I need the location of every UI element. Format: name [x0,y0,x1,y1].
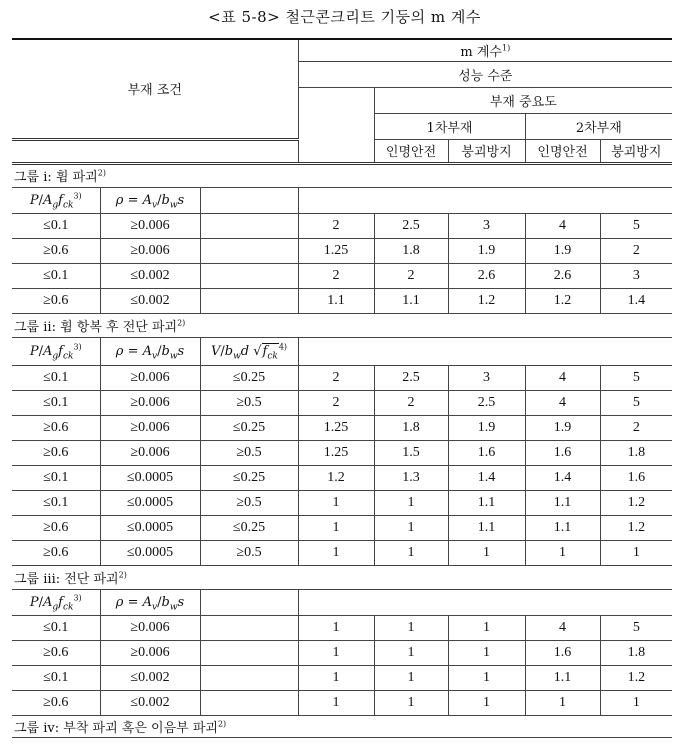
group-3-value: 1.2 [600,665,672,690]
group-1-value: 2.6 [525,263,600,288]
group-3-row [12,665,672,690]
group-2-subheader-row: $P/A_gf_{ck}^{3)}$ $\rho = A_v/b_ws$ $V/b_wd$ $√f_{ck}^{4)}$ [12,337,672,365]
group-3-cond-3 [200,690,298,715]
group-2-cond-3: ≤0.25 [200,415,298,440]
group-3-subheader-row: $P/A_gf_{ck}^{3)}$ $\rho = A_v/b_ws$ [12,589,672,615]
group-2-row [12,490,672,515]
group-1-value: 2 [298,213,374,238]
group-2-value: 1.8 [374,415,448,440]
group-2-value: 1.6 [448,440,525,465]
group-3-value: 1 [374,665,448,690]
group-3-cond-1: ≤0.1 [12,615,100,640]
group-2-value: 1.8 [600,440,672,465]
group-2-cond-3: ≥0.5 [200,440,298,465]
group-2-value: 1 [600,540,672,565]
group-2-cond-3: ≤0.25 [200,515,298,540]
group-2-row [12,465,672,490]
group-2-value: 1 [374,540,448,565]
group-2-row [12,365,672,390]
group-1-value: 2 [374,263,448,288]
group-2-value: 1.1 [448,490,525,515]
group-2-value: 1.6 [600,465,672,490]
group-2-value: 4 [525,390,600,415]
group-2-row [12,440,672,465]
group-2-value: 2 [600,415,672,440]
group-1-row [12,288,672,313]
group-1-cond-2: ≥0.006 [100,213,200,238]
group-1-cond-3 [200,213,298,238]
group-3-value: 1 [600,690,672,715]
group-2-value: 1 [298,490,374,515]
group-3-row [12,640,672,665]
group-1-value: 5 [600,213,672,238]
group-2-value: 1 [448,540,525,565]
group-3-value: 5 [600,615,672,640]
cp1-header: 붕괴방지 [448,139,525,163]
group-2-value: 2 [298,390,374,415]
group-1-value: 2.5 [374,213,448,238]
group-2-row [12,540,672,565]
group-3-value: 4 [525,615,600,640]
group-2-value: 5 [600,390,672,415]
group-3-cond-3 [200,640,298,665]
group-2-cond-1: ≤0.1 [12,465,100,490]
group-2-value: 1.2 [298,465,374,490]
group-2-value: 1.25 [298,440,374,465]
group-1-cond-2: ≤0.002 [100,263,200,288]
secondary-member-header: 2차부재 [525,113,672,139]
group-2-title-row: 그룹 ii: 휨 항복 후 전단 파괴$^{2)}$ [12,313,672,337]
group-3-value: 1 [298,615,374,640]
group-2-value: 1.9 [448,415,525,440]
group-2-cond-2: ≤0.0005 [100,540,200,565]
group-1-value: 1.1 [298,288,374,313]
group-3-value: 1 [525,690,600,715]
group-2-value: 1 [525,540,600,565]
member-condition-header: 부재 조건 [12,39,298,139]
group-3-value: 1 [374,690,448,715]
io-header: 인명안전 [374,139,448,163]
group-1-cond-1: ≤0.1 [12,263,100,288]
group-2-value: 1.1 [525,515,600,540]
group-3-value: 1 [298,665,374,690]
group-1-value: 1.8 [374,238,448,263]
group-3-cond-3 [200,615,298,640]
group-2-cond-3: ≥0.5 [200,540,298,565]
cp2-header: 붕괴방지 [600,139,672,163]
group-2-value: 1 [298,515,374,540]
group-1-value: 2.6 [448,263,525,288]
m-factor-header: m 계수$^{1)}$ [298,39,672,61]
group-2-cond-1: ≥0.6 [12,515,100,540]
group-2-cond-1: ≤0.1 [12,390,100,415]
group-2-value: 1.3 [374,465,448,490]
group-3-title-row: 그룹 iii: 전단 파괴$^{2)}$ [12,565,672,589]
group-3-value: 1 [298,690,374,715]
group-2-value: 1 [374,490,448,515]
group-2-cond-1: ≥0.6 [12,440,100,465]
group-2-cond-2: ≤0.0005 [100,465,200,490]
group-2-cond-2: ≥0.006 [100,390,200,415]
group-2-cond-1: ≤0.1 [12,490,100,515]
group-1-cond-3 [200,238,298,263]
group-1-cond-1: ≤0.1 [12,213,100,238]
group-2-value: 1.9 [525,415,600,440]
group-3-cond-1: ≥0.6 [12,690,100,715]
group-1-value: 4 [525,213,600,238]
table-caption: <표 5-8> 철근콘크리트 기둥의 m 계수 [208,8,481,26]
group-3-cond-1: ≥0.6 [12,640,100,665]
group-2-cond-3: ≥0.5 [200,390,298,415]
group-3-cond-3 [200,665,298,690]
performance-level-header: 성능 수준 [298,61,672,87]
group-3-cond-2: ≥0.006 [100,640,200,665]
group-2-value: 1.2 [600,490,672,515]
member-importance-header: 부재 중요도 [374,87,672,113]
group-1-value: 1.9 [525,238,600,263]
group-2-cond-3: ≤0.25 [200,465,298,490]
group-1-value: 1.2 [525,288,600,313]
group-2-value: 2.5 [374,365,448,390]
group-3-value: 1 [374,640,448,665]
group-2-value: 1.2 [600,515,672,540]
group-3-value: 1.8 [600,640,672,665]
group-3-value: 1.6 [525,640,600,665]
group-3-value: 1 [298,640,374,665]
group-2-cond-1: ≥0.6 [12,415,100,440]
group-3-cond-2: ≥0.006 [100,615,200,640]
group-1-cond-2: ≥0.006 [100,238,200,263]
group-1-value: 1.4 [600,288,672,313]
group-3-value: 1 [374,615,448,640]
group-2-value: 1.4 [525,465,600,490]
group-1-row [12,238,672,263]
ls2-header: 인명안전 [525,139,600,163]
group-2-value: 1.1 [448,515,525,540]
group-3-cond-1: ≤0.1 [12,665,100,690]
group-2-cond-2: ≤0.0005 [100,515,200,540]
group-2-value: 1.25 [298,415,374,440]
group-3-value: 1.1 [525,665,600,690]
group-1-value: 1.2 [448,288,525,313]
group-3-value: 1 [448,690,525,715]
group-2-cond-3: ≥0.5 [200,490,298,515]
group-3-cond-2: ≤0.002 [100,690,200,715]
group-1-title-row: 그룹 i: 휨 파괴$^{2)}$ [12,163,672,187]
group-2-cond-2: ≤0.0005 [100,490,200,515]
group-2-value: 5 [600,365,672,390]
group-1-cond-2: ≤0.002 [100,288,200,313]
group-2-cond-3: ≤0.25 [200,365,298,390]
group-1-row [12,213,672,238]
group-2-row [12,515,672,540]
group-1-row [12,263,672,288]
group-2-value: 2 [298,365,374,390]
group-1-value: 2 [298,263,374,288]
group-2-value: 4 [525,365,600,390]
group-1-subheader-row: $P/A_gf_{ck}^{3)}$ $\rho = A_v/b_ws$ [12,187,672,213]
group-1-cond-3 [200,288,298,313]
m-factor-table [12,38,672,738]
group-1-value: 1.9 [448,238,525,263]
group-2-cond-2: ≥0.006 [100,365,200,390]
group-1-value: 2 [600,238,672,263]
group-1-value: 3 [600,263,672,288]
group-3-row [12,615,672,640]
group-1-cond-1: ≥0.6 [12,288,100,313]
group-1-value: 1.1 [374,288,448,313]
group-2-value: 1.6 [525,440,600,465]
group-2-row [12,415,672,440]
group-2-value: 2 [374,390,448,415]
group-2-value: 1.1 [525,490,600,515]
group-4-title-row: 그룹 iv: 부착 파괴 혹은 이음부 파괴$^{2)}$ [12,715,672,737]
group-1-cond-3 [200,263,298,288]
group-2-value: 3 [448,365,525,390]
group-2-value: 1 [374,515,448,540]
group-2-cond-1: ≤0.1 [12,365,100,390]
group-3-value: 1 [448,640,525,665]
group-1-cond-1: ≥0.6 [12,238,100,263]
group-3-value: 1 [448,665,525,690]
group-2-value: 1.4 [448,465,525,490]
group-2-cond-2: ≥0.006 [100,440,200,465]
group-3-row [12,690,672,715]
group-2-cond-1: ≥0.6 [12,540,100,565]
group-3-cond-2: ≤0.002 [100,665,200,690]
group-2-value: 1.5 [374,440,448,465]
group-3-value: 1 [448,615,525,640]
group-2-value: 2.5 [448,390,525,415]
group-1-value: 1.25 [298,238,374,263]
group-1-value: 3 [448,213,525,238]
primary-member-header: 1차부재 [374,113,525,139]
group-2-row [12,390,672,415]
group-2-value: 1 [298,540,374,565]
group-2-cond-2: ≥0.006 [100,415,200,440]
